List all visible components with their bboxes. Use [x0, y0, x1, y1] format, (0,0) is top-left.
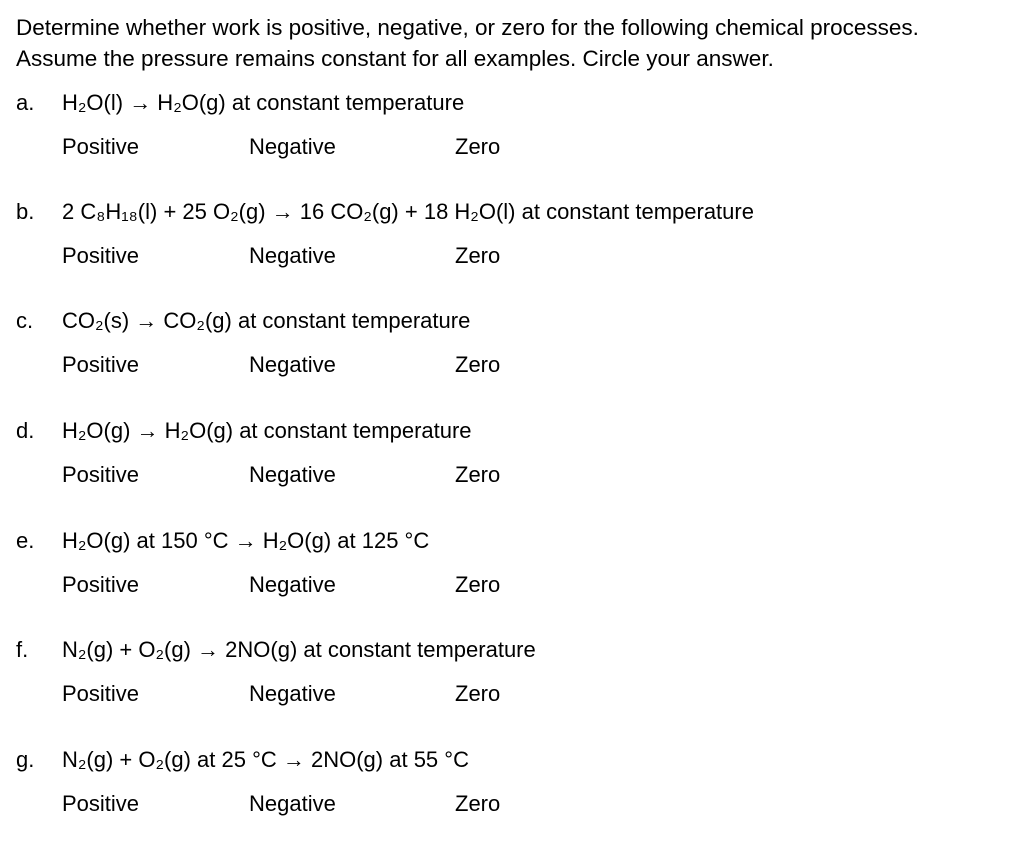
- problem-equation: H₂O(l) → H₂O(g) at constant temperature: [62, 90, 465, 115]
- choice-zero[interactable]: Zero: [455, 681, 501, 706]
- choice-positive[interactable]: Positive: [62, 462, 140, 487]
- choice-negative[interactable]: Negative: [249, 572, 336, 597]
- choice-positive[interactable]: Positive: [62, 681, 140, 706]
- problem-equation: 2 C₈H₁₈(l) + 25 O₂(g) → 16 CO₂(g) + 18 H₂O(l) at constant temperature: [62, 199, 754, 224]
- choice-positive[interactable]: Positive: [62, 791, 140, 816]
- problem-e: [0, 526, 1024, 606]
- choice-negative[interactable]: Negative: [249, 681, 336, 706]
- choice-zero[interactable]: Zero: [455, 462, 501, 487]
- choice-positive[interactable]: Positive: [62, 243, 140, 268]
- problem-letter: g.: [16, 747, 35, 772]
- problem-equation: CO₂(s) → CO₂(g) at constant temperature: [62, 308, 471, 333]
- choice-negative[interactable]: Negative: [249, 352, 336, 377]
- choice-positive[interactable]: Positive: [62, 572, 140, 597]
- choice-negative[interactable]: Negative: [249, 243, 336, 268]
- problem-letter: e.: [16, 528, 35, 553]
- problem-letter: a.: [16, 90, 35, 115]
- problem-equation: N₂(g) + O₂(g) at 25 °C → 2NO(g) at 55 °C: [62, 747, 469, 772]
- choice-zero[interactable]: Zero: [455, 243, 501, 268]
- choice-positive[interactable]: Positive: [62, 134, 140, 159]
- choice-negative[interactable]: Negative: [249, 462, 336, 487]
- problem-equation: H₂O(g) → H₂O(g) at constant temperature: [62, 418, 472, 443]
- choice-zero[interactable]: Zero: [455, 352, 501, 377]
- choice-negative[interactable]: Negative: [249, 791, 336, 816]
- problem-letter: d.: [16, 418, 35, 443]
- problem-c: [0, 306, 1024, 386]
- problem-letter: b.: [16, 199, 35, 224]
- problem-equation: H₂O(g) at 150 °C → H₂O(g) at 125 °C: [62, 528, 430, 553]
- instructions-line-2: Assume the pressure remains constant for all examples. Circle your answer.: [16, 46, 774, 71]
- choice-negative[interactable]: Negative: [249, 134, 336, 159]
- problem-g: [0, 745, 1024, 825]
- problem-d: [0, 416, 1024, 496]
- choice-positive[interactable]: Positive: [62, 352, 140, 377]
- problem-a: [0, 88, 1024, 168]
- problem-b: [0, 197, 1024, 277]
- choice-zero[interactable]: Zero: [455, 572, 501, 597]
- problem-letter: c.: [16, 308, 34, 333]
- problem-letter: f.: [16, 637, 29, 662]
- choice-zero[interactable]: Zero: [455, 791, 501, 816]
- instructions: [16, 12, 1016, 74]
- choice-zero[interactable]: Zero: [455, 134, 501, 159]
- problem-equation: N₂(g) + O₂(g) → 2NO(g) at constant temperature: [62, 637, 536, 662]
- problem-f: [0, 635, 1024, 715]
- instructions-line-1: Determine whether work is positive, negative, or zero for the following chemical processes.: [16, 15, 919, 40]
